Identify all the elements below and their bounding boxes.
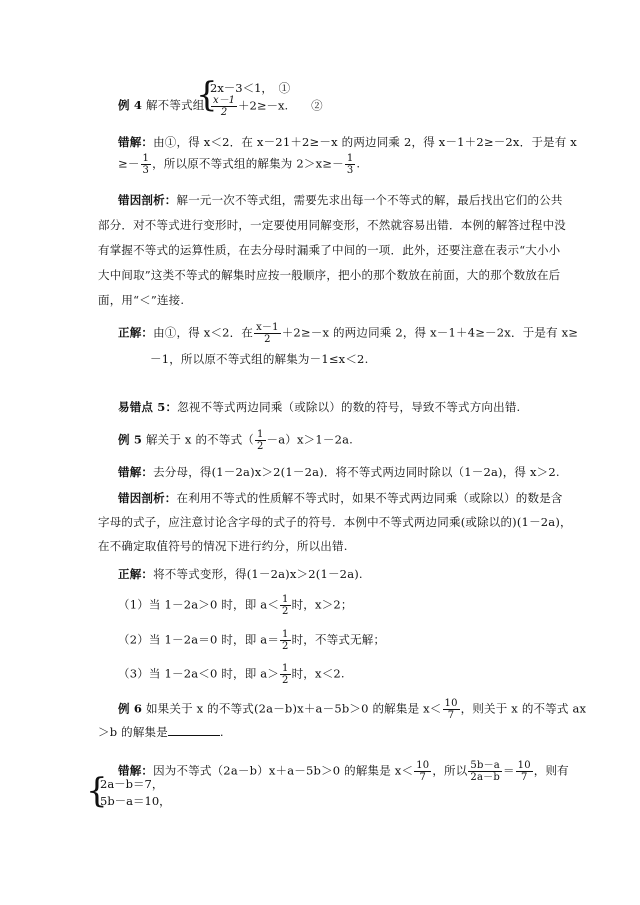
ex6-line2: ＞b 的解集是 . — [98, 725, 224, 739]
ex5-case3: （3）当 1－2a＜0 时，即 a＞ $\frac{1}{2}$ 时，x＜2. — [118, 663, 345, 686]
ex4-analysis-line1: 错因剖析：解一元一次不等式组，需要先求出每一个不等式的解，最后找出它们的公共 — [118, 193, 563, 207]
ex4-analysis-line4: 大中间取”这类不等式的解集时应按一般顺序，把小的那个数放在前面，大的那个数放在后 — [98, 268, 561, 282]
point5-heading: 易错点 5：忽视不等式两边同乘（或除以）的数的符号，导致不等式方向出错. — [118, 400, 521, 414]
ex4-system-line2: $\frac{x-1}{2}$ ＋2≥－x. ② — [213, 95, 323, 118]
ex5-analysis-line1: 错因剖析：在利用不等式的性质解不等式时，如果不等式两边同乘（或除以）的数是含 — [118, 491, 563, 505]
ex4-correct-line1: 正解：由①，得 x＜2．在 $\frac{x-1}{2}$ ＋2≥－x 的两边同乘 2，得 x－1＋4≥－2x．于是有 x≥ — [118, 322, 579, 345]
ex4-system-fraction: $\frac{x-1}{2}$ — [213, 95, 236, 118]
ex6-line1: 例 6 如果关于 x 的不等式(2a－b)x＋a－5b＞0 的解集是 x＜ $\frac{10}{7}$ ，则关于 x 的不等式 ax — [118, 698, 587, 721]
ex4-analysis-line2: 部分．对不等式进行变形时，一定要使用同解变形，不然就容易出错．本例的解答过程中没 — [98, 218, 566, 232]
ex6-system-line1: 2a－b＝7， — [100, 777, 164, 791]
ex4-wrong-line1: 错解：由①，得 x＜2．在 x－21＋2≥－x 的两边同乘 2，得 x－1＋2≥－2x．于是有 x — [118, 135, 577, 149]
ex4-correct-line2: －1，所以原不等式组的解集为－1≤x＜2. — [150, 352, 369, 366]
ex4-label: 例 4 — [118, 98, 143, 112]
ex6-system-line2: 5b－a＝10， — [100, 794, 171, 808]
ex4-system-line1: 2x－3＜1， ① — [210, 81, 291, 95]
ex5-analysis-line3: 在不确定取值符号的情况下进行约分，所以出错. — [98, 539, 348, 553]
ex5-case1: （1）当 1－2a＞0 时，即 a＜ $\frac{1}{2}$ 时，x＞2； — [118, 594, 353, 617]
ex5-heading: 例 5 解关于 x 的不等式（ $\frac{1}{2}$ －a）x＞1－2a. — [118, 429, 354, 452]
system-brace: { — [196, 75, 218, 115]
ex5-analysis-line2: 字母的式子，应注意讨论含字母的式子的符号．本例中不等式两边同乘(或除以的)(1－2a)， — [98, 515, 572, 529]
ex5-wrong-line: 错解：去分母，得(1－2a)x＞2(1－2a)．将不等式两边同时除以（1－2a)，得 x＞2. — [118, 465, 560, 479]
ex4-heading — [118, 97, 204, 113]
ex4-wrong-line2: ≥－ $\frac{1}{3}$ ，所以原不等式组的解集为 2＞x≥－ $\frac{1}{3}$ . — [118, 153, 361, 176]
ex4-analysis-line3: 有掌握不等式的运算性质，在去分母时漏乘了中间的一项．此外，还要注意在表示“大小小 — [98, 243, 561, 257]
ex4-analysis-line5: 面，用“＜”连接. — [98, 293, 185, 307]
ex4-text: 解不等式组 — [145, 98, 205, 112]
ex5-correct-line: 正解：将不等式变形，得(1－2a)x＞2(1－2a). — [118, 567, 363, 581]
ex6-wrong-line1: 错解：因为不等式（2a－b）x＋a－5b＞0 的解集是 x＜ $\frac{10}{7}$ ，所以 $\frac{5b-a}{2a-b}$ ＝ $\frac{10}{7}$ ，则有 — [118, 760, 569, 783]
answer-blank[interactable] — [168, 724, 220, 736]
ex5-case2: （2）当 1－2a＝0 时，即 a＝ $\frac{1}{2}$ 时，不等式无解； — [118, 629, 386, 652]
system-brace-2: { — [86, 771, 108, 811]
